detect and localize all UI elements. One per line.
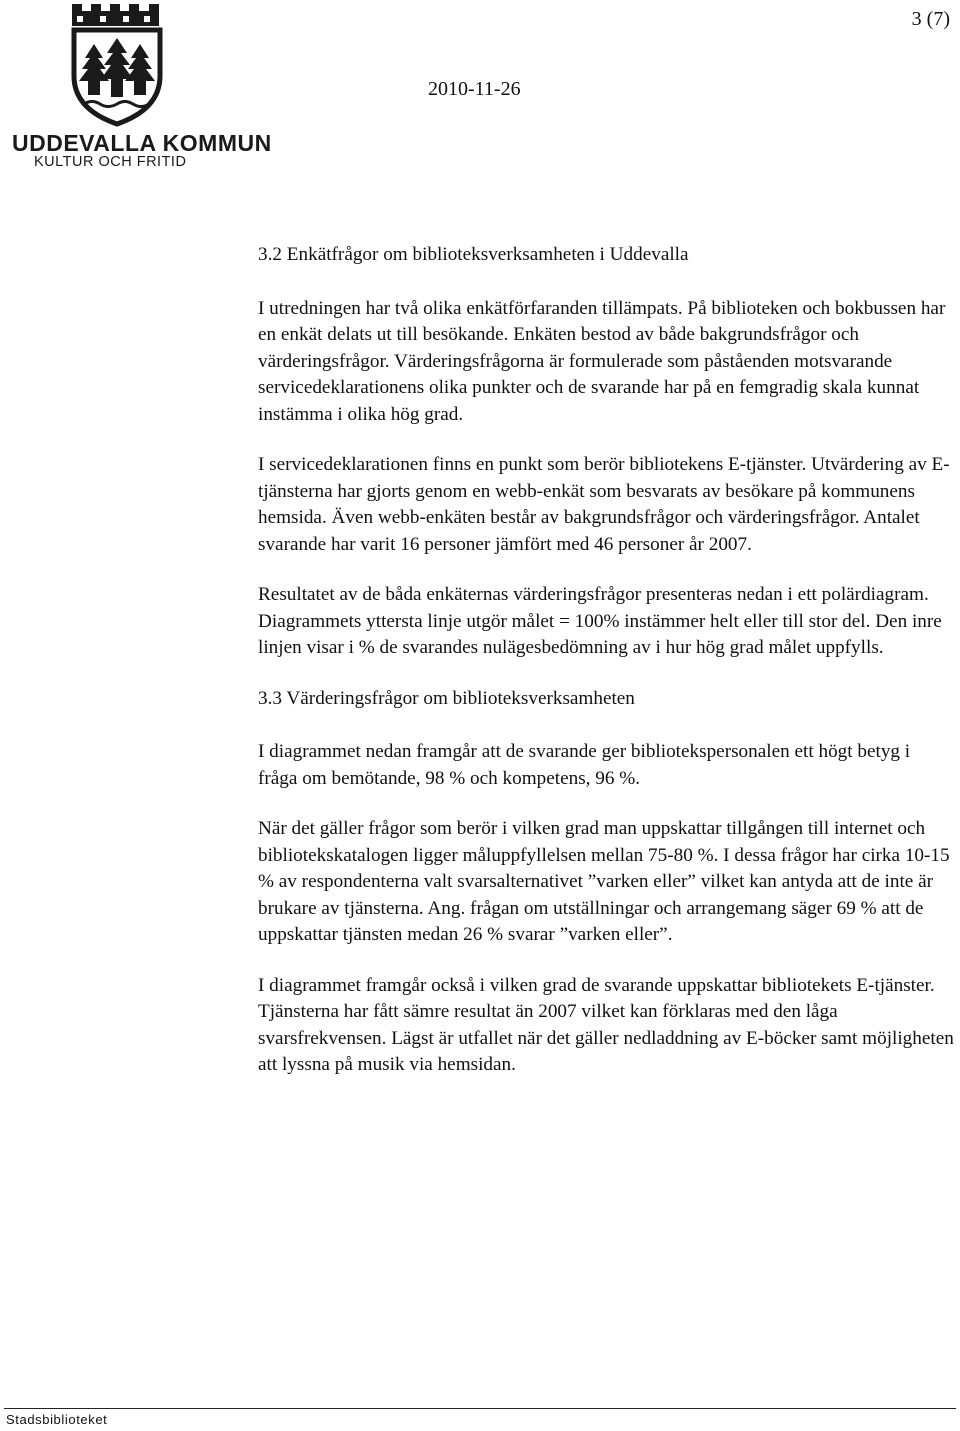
paragraph: När det gäller frågor som berör i vilken grad man uppskattar tillgången till internet och bibliotekskatalogen ligger måluppfyllelsen mellan 75-80 %. I dessa frågor har cirka 10-15 % av respondenterna valt svarsalternativet ”varken eller” vilket kan antyda att de inte är brukare av tjänsterna. Ang. frågan om utställningar och arrangemang säger 69 % att de uppskattar tjänsten medan 26 % svarar ”varken eller”. — [258, 818, 950, 945]
section-3-3 — [258, 686, 954, 1079]
section-heading: 3.2 Enkätfrågor om biblioteksverksamheten i Uddevalla — [258, 244, 689, 265]
coat-of-arms-icon — [4, 0, 214, 130]
department-name: KULTUR OCH FRITID — [34, 154, 187, 170]
footer-text: Stadsbiblioteket — [6, 1412, 108, 1427]
document-body — [258, 242, 954, 1079]
paragraph: Resultatet av de båda enkäternas värderingsfrågor presenteras nedan i ett polärdiagram. Diagrammets yttersta linje utgör målet = 100% instämmer helt eller till stor del. Den inre linjen visar i % de svarandes nulägesbedömning av i hur hög grad målet uppfylls. — [258, 584, 942, 658]
organization-name: UDDEVALLA KOMMUN — [12, 130, 272, 156]
paragraph: I servicedeklarationen finns en punkt som berör bibliotekens E-tjänster. Utvärdering av E-tjänsterna har gjorts genom en webb-enkät som besvarats av besökare på kommunens hemsida. Även webb-enkäten består av bakgrundsfrågor och värderingsfrågor. Antalet svarande har varit 16 personer jämfört med 46 personer år 2007. — [258, 454, 950, 555]
document-date: 2010-11-26 — [428, 78, 521, 100]
section-heading: 3.3 Värderingsfrågor om biblioteksverksamheten — [258, 687, 635, 709]
paragraph: I utredningen har två olika enkätförfaranden tillämpats. På biblioteken och bokbussen har en enkät delats ut till besökande. Enkäten bestod av både bakgrundsfrågor och värderingsfrågor. Värderingsfrågorna är formulerade som påståenden motsvarande servicedeklarationens olika punkter och de svarande har på en femgradig skala kunnat instämma i olika hög grad. — [258, 297, 946, 425]
paragraph: I diagrammet nedan framgår att de svarande ger bibliotekspersonalen ett högt betyg i fråga om bemötande, 98 % och kompetens, 96 %. — [258, 741, 911, 789]
uddevalla-logo — [4, 0, 272, 170]
page-number: 3 (7) — [911, 8, 950, 30]
footer-divider — [4, 1408, 956, 1409]
paragraph: I diagrammet framgår också i vilken grad de svarande uppskattar bibliotekets E-tjänster. Tjänsterna har fått sämre resultat än 2007 vilket kan förklaras med den låga svarsfrekvensen. Lägst är utfallet när det gäller nedladdning av E-böcker samt möjligheten att lyssna på musik via hemsidan. — [258, 974, 954, 1075]
section-3-2 — [258, 242, 954, 662]
